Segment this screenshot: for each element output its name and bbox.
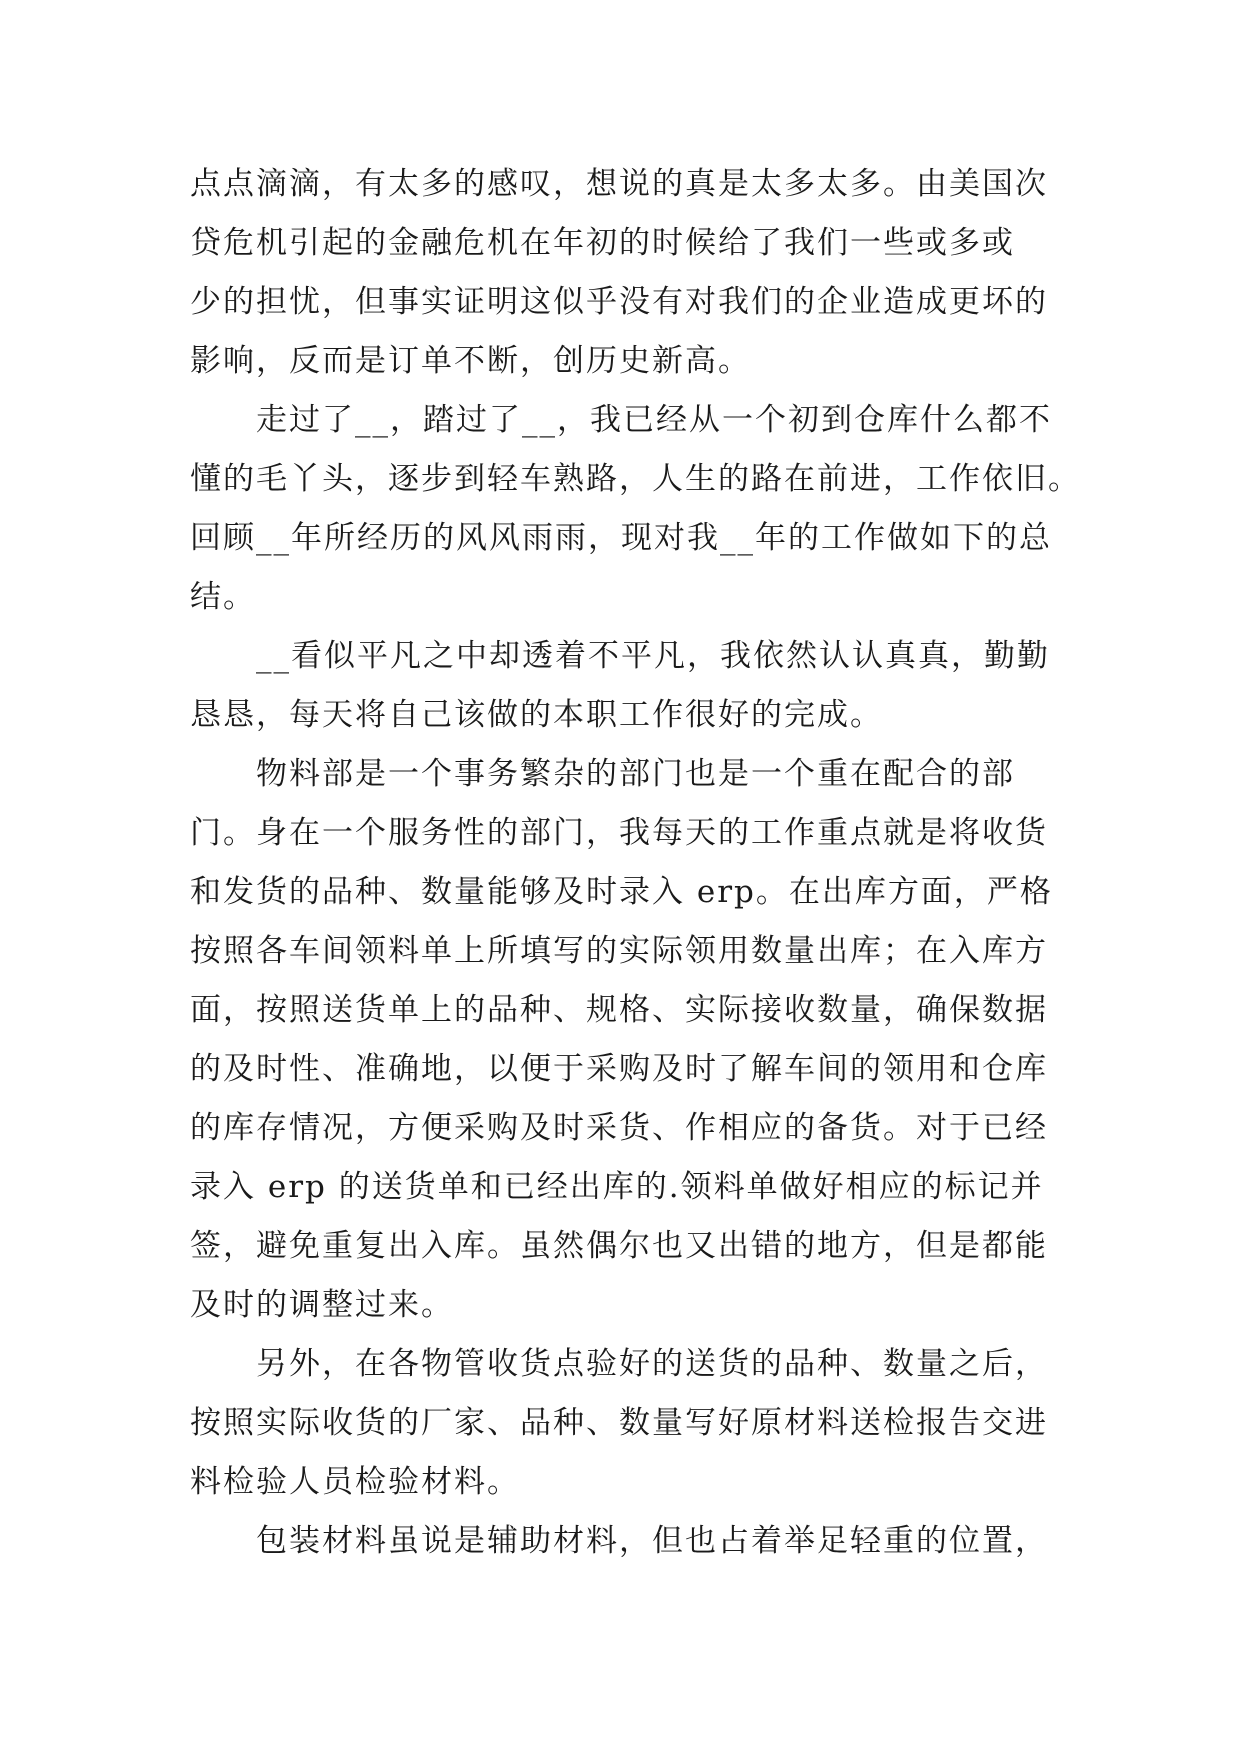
text-line: 的及时性、准确地，以便于采购及时了解车间的领用和仓库 — [190, 1051, 1048, 1087]
text-line: 走过了__，踏过了__，我已经从一个初到仓库什么都不 — [190, 402, 1052, 438]
text-line: 面，按照送货单上的品种、规格、实际接收数量，确保数据 — [190, 992, 1048, 1028]
paragraph — [190, 391, 1081, 627]
text-line: 恳恳，每天将自己该做的本职工作很好的完成。 — [190, 697, 883, 733]
document-body — [190, 155, 1081, 1571]
paragraph — [190, 745, 1060, 1335]
text-line: __看似平凡之中却透着不平凡，我依然认认真真，勤勤 — [190, 638, 1050, 674]
text-line: 回顾__年所经历的风风雨雨，现对我__年的工作做如下的总 — [190, 520, 1052, 556]
text-line: 门。身在一个服务性的部门，我每天的工作重点就是将收货 — [190, 815, 1048, 851]
text-line: 少的担忧，但事实证明这似乎没有对我们的企业造成更坏的 — [190, 284, 1048, 320]
text-line: 包装材料虽说是辅助材料，但也占着举足轻重的位置， — [190, 1523, 1048, 1559]
text-line: 录入 erp 的送货单和已经出库的.领料单做好相应的标记并 — [190, 1169, 1044, 1205]
paragraph — [190, 1512, 1060, 1571]
paragraph — [190, 1335, 1060, 1512]
text-line: 结。 — [190, 579, 256, 615]
text-line: 按照实际收货的厂家、品种、数量写好原材料送检报告交进 — [190, 1405, 1048, 1441]
text-line: 贷危机引起的金融危机在年初的时候给了我们一些或多或 — [190, 225, 1015, 261]
text-line: 和发货的品种、数量能够及时录入 erp。在出库方面，严格 — [190, 874, 1053, 910]
text-line: 及时的调整过来。 — [190, 1287, 454, 1323]
paragraph — [190, 627, 1060, 745]
text-line: 签，避免重复出入库。虽然偶尔也又出错的地方，但是都能 — [190, 1228, 1048, 1264]
text-line: 另外，在各物管收货点验好的送货的品种、数量之后， — [190, 1346, 1048, 1382]
text-line: 影响，反而是订单不断，创历史新高。 — [190, 343, 751, 379]
text-line: 点点滴滴，有太多的感叹，想说的真是太多太多。由美国次 — [190, 166, 1048, 202]
text-line: 的库存情况，方便采购及时采货、作相应的备货。对于已经 — [190, 1110, 1048, 1146]
text-line: 料检验人员检验材料。 — [190, 1464, 520, 1500]
text-line: 物料部是一个事务繁杂的部门也是一个重在配合的部 — [190, 756, 1015, 792]
paragraph — [190, 155, 1060, 391]
text-line: 按照各车间领料单上所填写的实际领用数量出库；在入库方 — [190, 933, 1048, 969]
text-line: 懂的毛丫头，逐步到轻车熟路，人生的路在前进，工作依旧。 — [190, 461, 1081, 497]
